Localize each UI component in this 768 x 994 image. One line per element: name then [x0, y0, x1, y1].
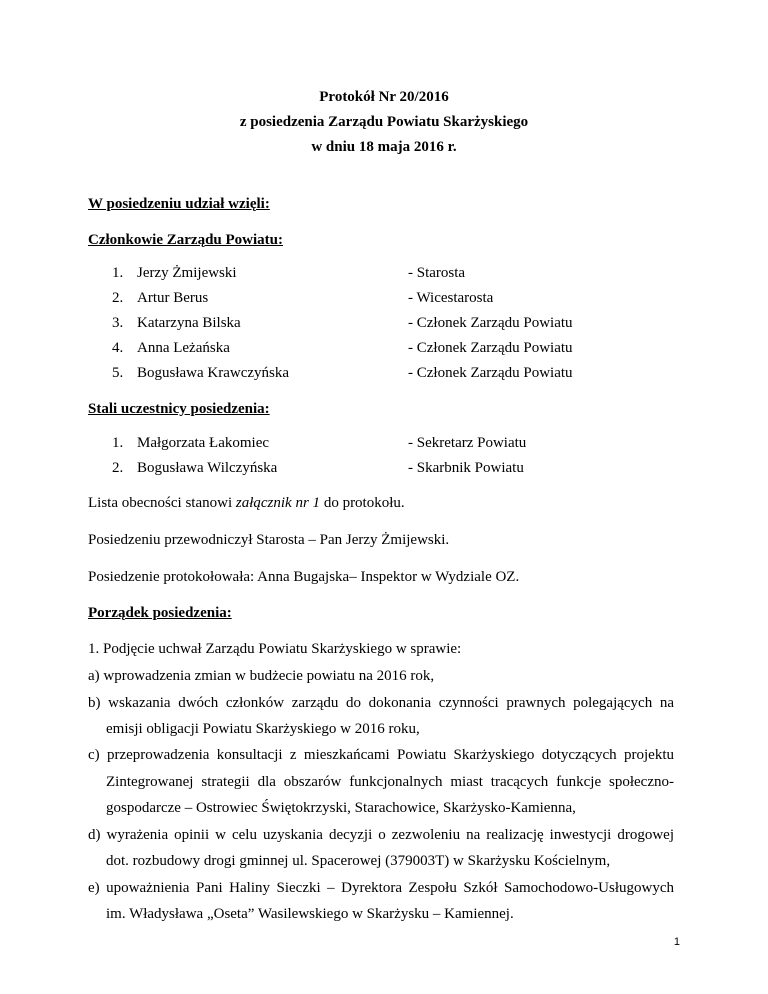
item-number: 2. — [112, 290, 124, 306]
agenda-item-b-line1: b) wskazania dwóch członków zarządu do dokonania czynności prawnych polegających na — [88, 695, 674, 711]
attachment-reference: załącznik nr 1 — [235, 495, 321, 511]
agenda-item-d-line2: dot. rozbudowy drogi gminnej ul. Spacerowej (379003T) w Skarżysku Kościelnym, — [106, 853, 611, 869]
member-name: Bogusława Krawczyńska — [137, 365, 290, 381]
participants-heading: W posiedzeniu udział wzięli: — [88, 196, 270, 212]
item-number: 3. — [112, 315, 124, 331]
attendance-note — [88, 494, 405, 512]
agenda-item-c-line2: Zintegrowanej strategii dla obszarów funkcjonalnych miast tracących funkcje społeczno- — [106, 774, 674, 790]
item-number: 1. — [112, 265, 124, 281]
protocol-title: Protokół Nr 20/2016 — [319, 89, 449, 105]
board-heading: Członkowie Zarządu Powiatu: — [88, 232, 283, 248]
agenda-item-e-line2: im. Władysława „Oseta” Wasilewskiego w Skarżysku – Kamiennej. — [106, 906, 514, 922]
member-role: - Sekretarz Powiatu — [408, 435, 527, 451]
agenda-main-item: 1. Podjęcie uchwał Zarządu Powiatu Skarżyskiego w sprawie: — [88, 641, 462, 657]
member-role: - Skarbnik Powiatu — [408, 460, 524, 476]
member-role: - Członek Zarządu Powiatu — [408, 340, 573, 356]
member-role: - Członek Zarządu Powiatu — [408, 365, 573, 381]
agenda-item-e-line1: e) upoważnienia Pani Haliny Sieczki – Dyrektora Zespołu Szkół Samochodowo-Usługowych — [88, 880, 674, 896]
page-number: 1 — [673, 936, 680, 948]
agenda-item-a: a) wprowadzenia zmian w budżecie powiatu na 2016 rok, — [88, 668, 435, 684]
member-name: Bogusława Wilczyńska — [137, 460, 278, 476]
member-role: - Członek Zarządu Powiatu — [408, 315, 573, 331]
item-number: 2. — [112, 460, 124, 476]
item-number: 4. — [112, 340, 124, 356]
attendance-text: Lista obecności stanowi — [88, 495, 236, 511]
member-role: - Starosta — [408, 265, 466, 281]
member-name: Małgorzata Łakomiec — [137, 435, 270, 451]
item-number: 5. — [112, 365, 124, 381]
member-role: - Wicestarosta — [408, 290, 494, 306]
recorder-note: Posiedzenie protokołowała: Anna Bugajska– Inspektor w Wydziale OZ. — [88, 569, 520, 585]
member-name: Jerzy Żmijewski — [137, 265, 237, 281]
permanent-participants-heading: Stali uczestnicy posiedzenia: — [88, 401, 270, 417]
agenda-item-c-line1: c) przeprowadzenia konsultacji z mieszkańcami Powiatu Skarżyskiego dotyczących projektu — [88, 747, 674, 763]
member-name: Anna Leżańska — [137, 340, 230, 356]
item-number: 1. — [112, 435, 124, 451]
agenda-heading: Porządek posiedzenia: — [88, 605, 232, 621]
agenda-item-b-line2: emisji obligacji Powiatu Skarżyskiego w 2016 roku, — [106, 721, 420, 737]
agenda-item-d-line1: d) wyrażenia opinii w celu uzyskania decyzji o zezwoleniu na realizację inwestycji drogowej — [88, 827, 674, 843]
agenda-item-c-line3: gospodarcze – Ostrowiec Świętokrzyski, Starachowice, Skarżysko-Kamienna, — [106, 800, 576, 816]
protocol-subtitle: z posiedzenia Zarządu Powiatu Skarżyskiego — [239, 114, 529, 130]
chair-note: Posiedzeniu przewodniczył Starosta – Pan Jerzy Żmijewski. — [88, 532, 450, 548]
protocol-date: w dniu 18 maja 2016 r. — [311, 139, 457, 155]
member-name: Katarzyna Bilska — [137, 315, 241, 331]
attendance-text-end: do protokołu. — [320, 495, 405, 511]
member-name: Artur Berus — [137, 290, 209, 306]
